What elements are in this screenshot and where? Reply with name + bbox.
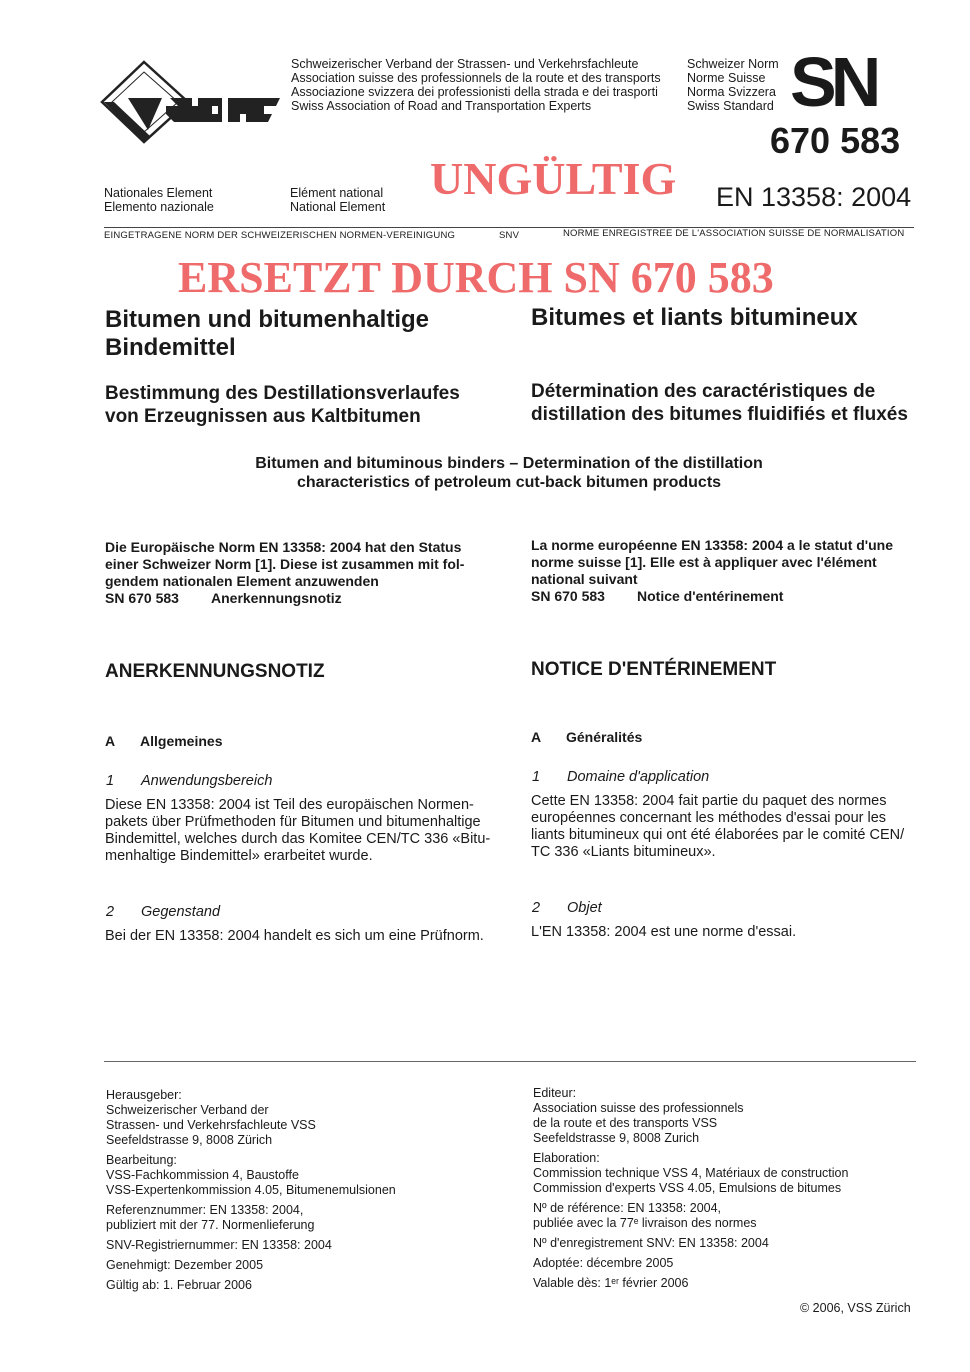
section-a-fr <box>531 729 642 746</box>
national-element-mid <box>290 186 385 214</box>
norm-type <box>687 57 779 113</box>
sn-logo: SN <box>790 43 876 121</box>
title-fr: Bitumes et liants bitumineux <box>531 304 858 331</box>
registry-right: NORME ENREGISTREE DE L'ASSOCIATION SUISSE DE NORMALISATION <box>563 228 905 239</box>
sub-2-fr-number: 2 <box>532 900 541 916</box>
footer-fr-editing-label: Elaboration: <box>533 1151 600 1165</box>
norm-type-fr: Norme Suisse <box>687 71 766 85</box>
footer-de-editing-label: Bearbeitung: <box>106 1153 177 1167</box>
norm-type-it: Norma Svizzera <box>687 85 776 99</box>
footer-de-registration: SNV-Registriernummer: EN 13358: 2004 <box>106 1238 332 1252</box>
status-de-line2: einer Schweizer Norm [1]. Diese ist zusammen mit fol- <box>105 556 465 572</box>
national-element-fr: Elément national <box>290 186 384 200</box>
association-en: Swiss Association of Road and Transportation Experts <box>291 99 592 113</box>
title-en-line1: Bitumen and bituminous binders – Determination of the distillation <box>255 455 763 472</box>
status-fr-ref <box>531 588 921 605</box>
association-it: Associazione svizzera dei professionisti della strada e dei trasporti <box>291 85 658 99</box>
status-fr-ref-number: SN 670 583 <box>531 588 605 604</box>
title-en <box>0 454 970 492</box>
national-element-en: National Element <box>290 200 386 214</box>
footer-fr-publisher-label: Editeur: <box>533 1086 577 1100</box>
invalid-stamp: UNGÜLTIG <box>430 153 677 204</box>
sub-1-fr-text-line3: liants bitumineux qui ont été élaborées par le comité CEN/ <box>531 827 905 843</box>
vss-logo <box>100 58 285 146</box>
footer-de-publisher-line3: Seefeldstrasse 9, 8008 Zürich <box>106 1133 273 1147</box>
sub-2-de-title: Gegenstand <box>141 904 221 920</box>
registry-mid: SNV <box>499 230 520 241</box>
sub-2-de <box>106 904 220 920</box>
footer-rule <box>104 1061 916 1062</box>
status-fr-line1: La norme européenne EN 13358: 2004 a le statut d'une <box>531 537 894 553</box>
notice-title-fr: NOTICE D'ENTÉRINEMENT <box>531 659 777 680</box>
title-en-line2: characteristics of petroleum cut-back bitumen products <box>296 474 722 491</box>
status-de-line1: Die Europäische Norm EN 13358: 2004 hat den Status <box>105 539 462 555</box>
subtitle-de <box>105 382 460 428</box>
sub-1-fr-number: 1 <box>532 769 541 785</box>
sub-1-fr-text <box>531 793 921 861</box>
footer-fr-reference-line2: publiée avec la 77ᵉ livraison des normes <box>533 1216 757 1230</box>
footer-de-publisher-line2: Strassen- und Verkehrsfachleute VSS <box>106 1118 316 1132</box>
association-de: Schweizerischer Verband der Strassen- und Verkehrsfachleute <box>291 57 639 71</box>
status-de-ref <box>105 590 495 607</box>
sub-1-de-number: 1 <box>106 773 115 789</box>
sub-1-de-text-line3: Bindemittel, welches durch das Komitee CEN/TC 336 «Bitu- <box>105 831 491 847</box>
footer-fr-reference <box>533 1201 848 1231</box>
section-a-de <box>105 733 222 750</box>
footer-fr-valid: Valable dès: 1ᵉʳ février 2006 <box>533 1276 689 1290</box>
replaced-stamp: ERSETZT DURCH SN 670 583 <box>178 253 774 302</box>
association-names <box>291 57 661 113</box>
sub-1-de-text-line4: menhaltige Bindemittel» erarbeitet wurde. <box>105 848 373 864</box>
en-number: EN 13358: 2004 <box>716 182 912 212</box>
norm-type-de: Schweizer Norm <box>687 57 779 71</box>
subtitle-de-line2: von Erzeugnissen aus Kaltbitumen <box>105 406 421 427</box>
sub-1-fr-text-line1: Cette EN 13358: 2004 fait partie du paquet des normes <box>531 793 887 809</box>
footer-fr-reference-line1: Nº de référence: EN 13358: 2004, <box>533 1201 722 1215</box>
section-a-fr-title: Généralités <box>566 729 643 745</box>
footer-de-publisher-line1: Schweizerischer Verband der <box>106 1103 269 1117</box>
footer-fr <box>533 1086 848 1291</box>
footer-de-publisher-label: Herausgeber: <box>106 1088 182 1102</box>
subtitle-fr <box>531 380 908 426</box>
sub-1-de-text-line1: Diese EN 13358: 2004 ist Teil des europäischen Normen- <box>105 797 474 813</box>
section-a-de-letter: A <box>105 733 116 749</box>
sub-2-de-number: 2 <box>106 904 115 920</box>
status-de <box>105 539 495 607</box>
footer-de-reference-line2: publiziert mit der 77. Normenlieferung <box>106 1218 315 1232</box>
sub-2-fr-title: Objet <box>567 900 602 916</box>
title-de-line1: Bitumen und bitumenhaltige <box>105 306 429 333</box>
footer-fr-publisher <box>533 1086 848 1146</box>
registry-left: EINGETRAGENE NORM DER SCHWEIZERISCHEN NORMEN-VEREINIGUNG <box>104 230 456 241</box>
status-fr <box>531 537 921 605</box>
sub-1-de-title: Anwendungsbereich <box>141 773 273 789</box>
notice-title-de: ANERKENNUNGSNOTIZ <box>105 661 325 682</box>
footer-de-valid: Gültig ab: 1. Februar 2006 <box>106 1278 252 1292</box>
footer-fr-publisher-line2: de la route et des transports VSS <box>533 1116 718 1130</box>
footer-fr-publisher-line1: Association suisse des professionnels <box>533 1101 744 1115</box>
footer-fr-editing <box>533 1151 848 1196</box>
footer-fr-approved: Adoptée: décembre 2005 <box>533 1256 674 1270</box>
section-a-fr-letter: A <box>531 729 542 745</box>
sub-2-fr-text: L'EN 13358: 2004 est une norme d'essai. <box>531 924 797 940</box>
norm-number: 670 583 <box>770 120 901 161</box>
norm-type-en: Swiss Standard <box>687 99 774 113</box>
section-a-de-title: Allgemeines <box>140 733 223 749</box>
sub-1-fr <box>532 769 709 785</box>
sub-2-de-text: Bei der EN 13358: 2004 handelt es sich um eine Prüfnorm. <box>105 928 484 944</box>
copyright: © 2006, VSS Zürich <box>800 1301 911 1315</box>
national-element-left <box>104 186 214 214</box>
subtitle-fr-line2: distillation des bitumes fluidifiés et fluxés <box>531 404 908 425</box>
footer-de-reference-line1: Referenznummer: EN 13358: 2004, <box>106 1203 304 1217</box>
national-element-de: Nationales Element <box>104 186 213 200</box>
footer-de-editing-line1: VSS-Fachkommission 4, Baustoffe <box>106 1168 299 1182</box>
footer-fr-editing-line1: Commission technique VSS 4, Matériaux de construction <box>533 1166 849 1180</box>
status-fr-line2: norme suisse [1]. Elle est à appliquer avec l'élément <box>531 554 877 570</box>
footer-fr-editing-line2: Commission d'experts VSS 4.05, Emulsions de bitumes <box>533 1181 842 1195</box>
association-fr: Association suisse des professionnels de la route et des transports <box>291 71 661 85</box>
national-element-it: Elemento nazionale <box>104 200 214 214</box>
status-de-ref-number: SN 670 583 <box>105 590 179 606</box>
subtitle-fr-line1: Détermination des caractéristiques de <box>531 381 876 402</box>
sub-1-fr-text-line2: européennes concernant les méthodes d'essai pour les <box>531 810 887 826</box>
status-de-line3: gendem nationalen Element anzuwenden <box>105 573 379 589</box>
footer-fr-publisher-line3: Seefeldstrasse 9, 8008 Zurich <box>533 1131 700 1145</box>
status-fr-line3: national suivant <box>531 571 638 587</box>
footer-de-approved: Genehmigt: Dezember 2005 <box>106 1258 264 1272</box>
title-de <box>105 306 429 362</box>
status-fr-ref-name: Notice d'entérinement <box>637 588 784 604</box>
title-de-line2: Bindemittel <box>105 334 236 361</box>
sub-1-de <box>106 773 272 789</box>
sub-1-de-text <box>105 797 495 865</box>
status-de-ref-name: Anerkennungsnotiz <box>211 590 342 606</box>
footer-de-publisher <box>106 1088 396 1148</box>
sub-1-fr-title: Domaine d'application <box>567 769 710 785</box>
footer-de <box>106 1088 396 1293</box>
sub-1-fr-text-line4: TC 336 «Liants bitumineux». <box>531 844 716 860</box>
sub-2-fr <box>532 900 602 916</box>
footer-de-editing-line2: VSS-Expertenkommission 4.05, Bitumenemulsionen <box>106 1183 396 1197</box>
sub-1-de-text-line2: pakets über Prüfmethoden für Bitumen und bitumenhaltige <box>105 814 481 830</box>
subtitle-de-line1: Bestimmung des Destillationsverlaufes <box>105 383 460 404</box>
footer-de-editing <box>106 1153 396 1198</box>
footer-de-reference <box>106 1203 396 1233</box>
footer-fr-registration: Nº d'enregistrement SNV: EN 13358: 2004 <box>533 1236 769 1250</box>
